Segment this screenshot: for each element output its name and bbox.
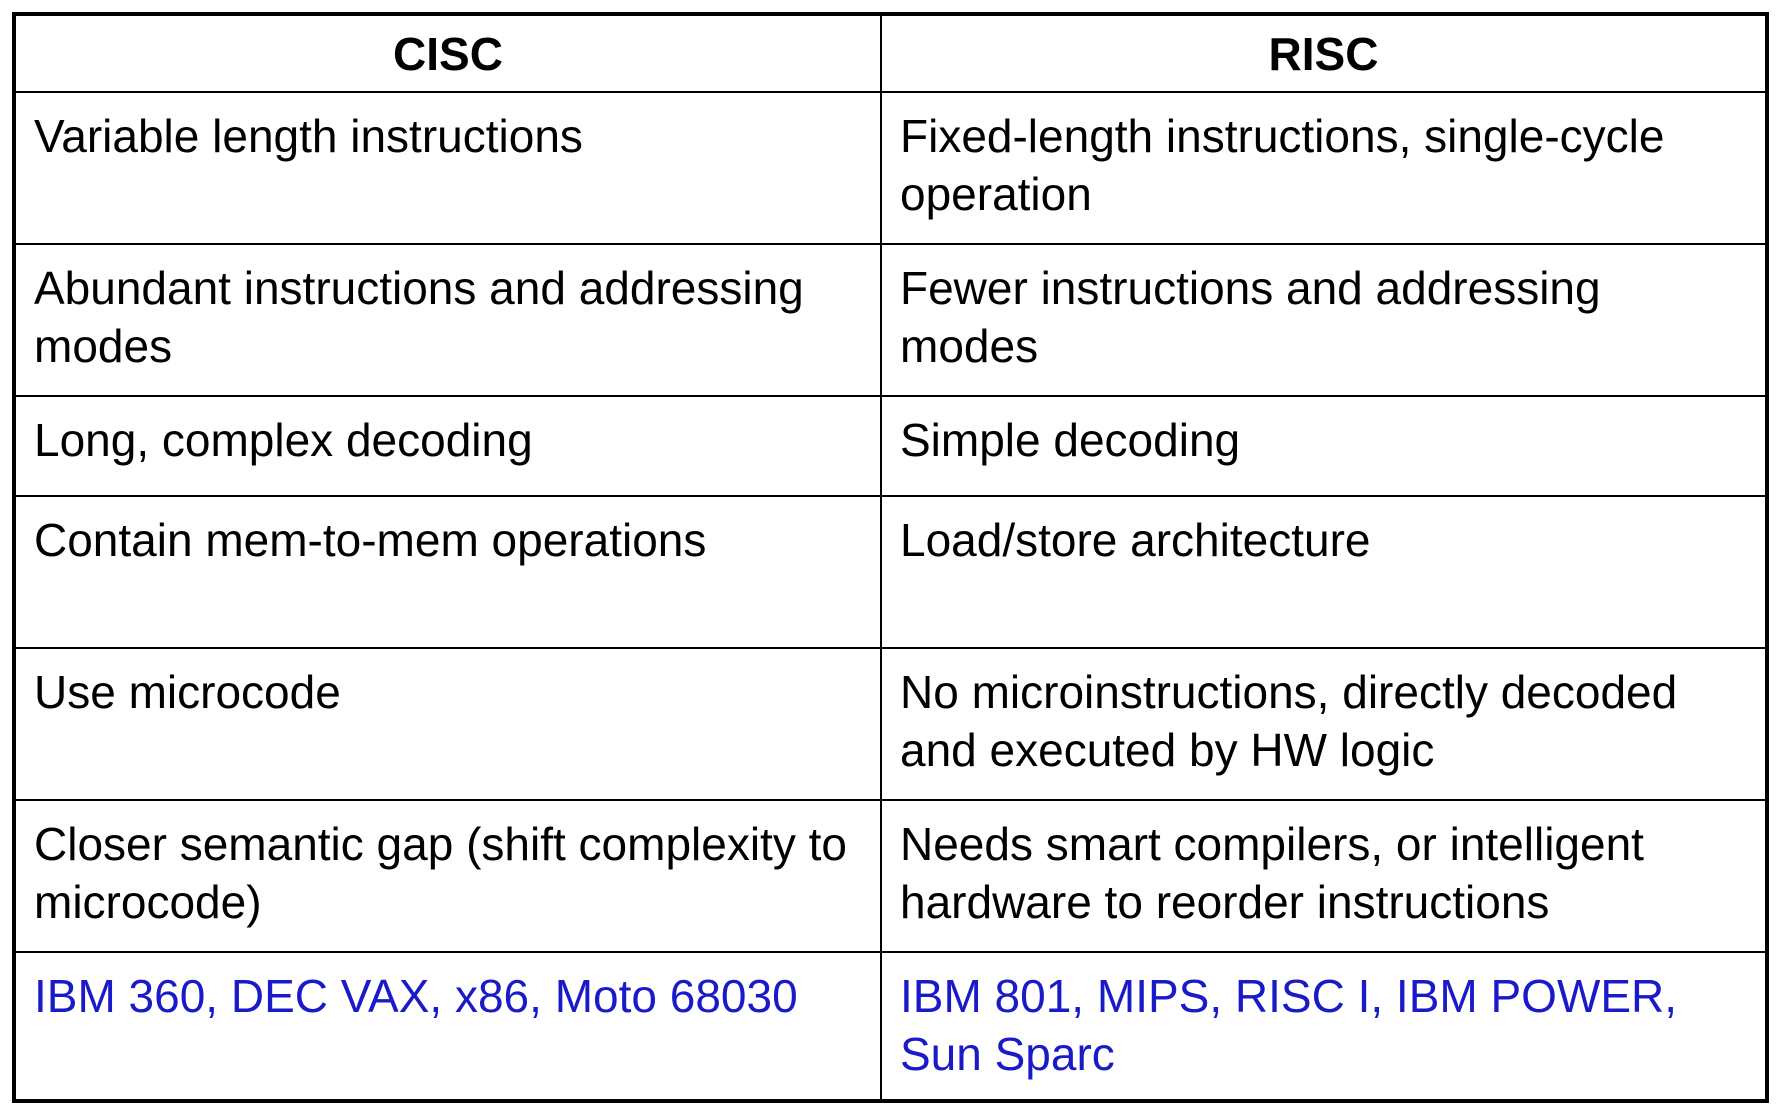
risc-cell: Simple decoding xyxy=(881,396,1765,496)
cisc-cell: Long, complex decoding xyxy=(16,396,881,496)
risc-cell: Load/store architecture xyxy=(881,496,1765,648)
risc-cell: Fixed-length instructions, single-cycle operation xyxy=(881,92,1765,244)
comparison-table-frame xyxy=(12,12,1769,1103)
table-row xyxy=(16,496,1765,648)
risc-examples-cell: IBM 801, MIPS, RISC I, IBM POWER, Sun Sparc xyxy=(881,952,1765,1103)
cisc-cell: Use microcode xyxy=(16,648,881,800)
cisc-cell: Abundant instructions and addressing modes xyxy=(16,244,881,396)
header-risc: RISC xyxy=(881,16,1765,92)
cisc-vs-risc-table xyxy=(16,16,1765,1103)
risc-cell: Needs smart compilers, or intelligent hardware to reorder instructions xyxy=(881,800,1765,952)
header-cisc: CISC xyxy=(16,16,881,92)
table-row xyxy=(16,800,1765,952)
cisc-cell: Contain mem-to-mem operations xyxy=(16,496,881,648)
table-row xyxy=(16,396,1765,496)
cisc-cell: Variable length instructions xyxy=(16,92,881,244)
table-row xyxy=(16,92,1765,244)
cisc-cell: Closer semantic gap (shift complexity to microcode) xyxy=(16,800,881,952)
table-row xyxy=(16,244,1765,396)
table-row xyxy=(16,648,1765,800)
table-row-examples xyxy=(16,952,1765,1103)
risc-cell: No microinstructions, directly decoded and executed by HW logic xyxy=(881,648,1765,800)
risc-cell: Fewer instructions and addressing modes xyxy=(881,244,1765,396)
cisc-examples-cell: IBM 360, DEC VAX, x86, Moto 68030 xyxy=(16,952,881,1103)
table-header-row xyxy=(16,16,1765,92)
